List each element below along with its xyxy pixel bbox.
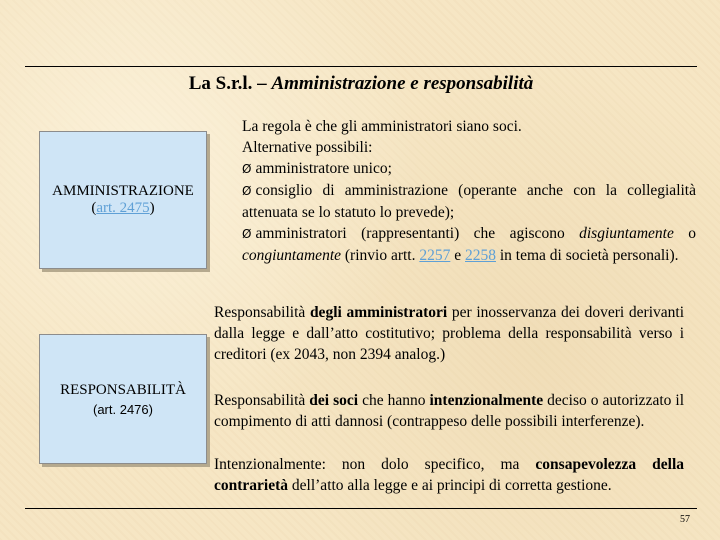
congiuntamente-text: congiuntamente — [242, 247, 342, 264]
bullet-amministratori-rappresentanti — [242, 223, 696, 266]
disgiuntamente-text: disgiuntamente — [579, 225, 674, 242]
text-segment: dell’atto alla legge e ai principi di corretta gestione. — [288, 477, 612, 494]
alternatives-line: Alternative possibili: — [242, 139, 373, 156]
bold-segment: degli amministratori — [309, 304, 448, 321]
responsabilita-box-subtitle: (art. 2476) — [93, 401, 153, 417]
paragraph — [214, 302, 684, 365]
responsabilita-box-title: RESPONSABILITÀ — [60, 381, 186, 398]
slide-title — [25, 73, 697, 95]
bullet-consiglio — [242, 180, 696, 223]
paren-close: ) — [149, 200, 155, 216]
and-text: e — [450, 247, 465, 264]
bullet-amministratore-unico — [242, 158, 696, 180]
rule-line: La regola è che gli amministratori siano soci. — [242, 118, 522, 135]
tail-text: in tema di società personali). — [496, 247, 679, 264]
rinvio-text: (rinvio artt. — [341, 247, 420, 264]
bullet-text: amministratori (rappresentanti) che agiscono — [255, 225, 580, 242]
art-2257-link[interactable]: 2257 — [419, 247, 451, 264]
text-segment: che hanno — [358, 392, 430, 409]
text-segment: deciso o autorizzato il compimento di atti dannosi (contrappeso delle possibili interferenze). — [214, 392, 685, 430]
arrow-bullet-icon: Ø — [242, 227, 252, 241]
bold-segment: intenzionalmente — [429, 392, 544, 409]
text-segment: per inosservanza dei doveri derivanti dalla legge e dall’atto costitutivo; problema della responsabilità verso i creditori (ex 2043, non 2394 analog.) — [214, 304, 684, 363]
bullet-text: amministratore unico; — [255, 160, 392, 177]
responsabilita-amministratori-text — [214, 302, 684, 365]
amministrazione-box-title: AMMINISTRAZIONE — [52, 183, 194, 199]
art-2475-link[interactable]: art. 2475 — [96, 200, 150, 216]
paragraph — [214, 390, 684, 432]
top-rule — [25, 66, 697, 67]
text-segment: Intenzionalmente: non dolo specifico, ma — [214, 456, 536, 473]
bold-segment: dei soci — [309, 392, 359, 409]
amministrazione-box-subtitle — [91, 200, 154, 217]
bottom-rule — [25, 508, 697, 509]
amministrazione-box — [39, 131, 207, 269]
paren-open: ( — [91, 200, 97, 216]
arrow-bullet-icon: Ø — [242, 162, 252, 176]
title-italic: Amministrazione e responsabilità — [271, 73, 534, 94]
title-prefix: La S.r.l. – — [188, 73, 272, 94]
bullet-text: consiglio di amministrazione (operante anche con la collegialità attenuata se lo statuto lo prevede); — [242, 182, 696, 221]
text-segment: Responsabilità — [214, 392, 310, 409]
intenzionalmente-text — [214, 454, 684, 496]
paragraph — [214, 454, 684, 496]
arrow-bullet-icon: Ø — [242, 184, 252, 198]
bold-segment: consapevolezza della contrarietà — [214, 456, 685, 494]
amministrazione-text — [242, 116, 696, 266]
connector-text: o — [673, 225, 697, 242]
responsabilita-box — [39, 334, 207, 464]
text-segment: Responsabilità — [214, 304, 310, 321]
art-2258-link[interactable]: 2258 — [465, 247, 496, 264]
page-number: 57 — [680, 514, 690, 525]
responsabilita-soci-text — [214, 390, 684, 432]
